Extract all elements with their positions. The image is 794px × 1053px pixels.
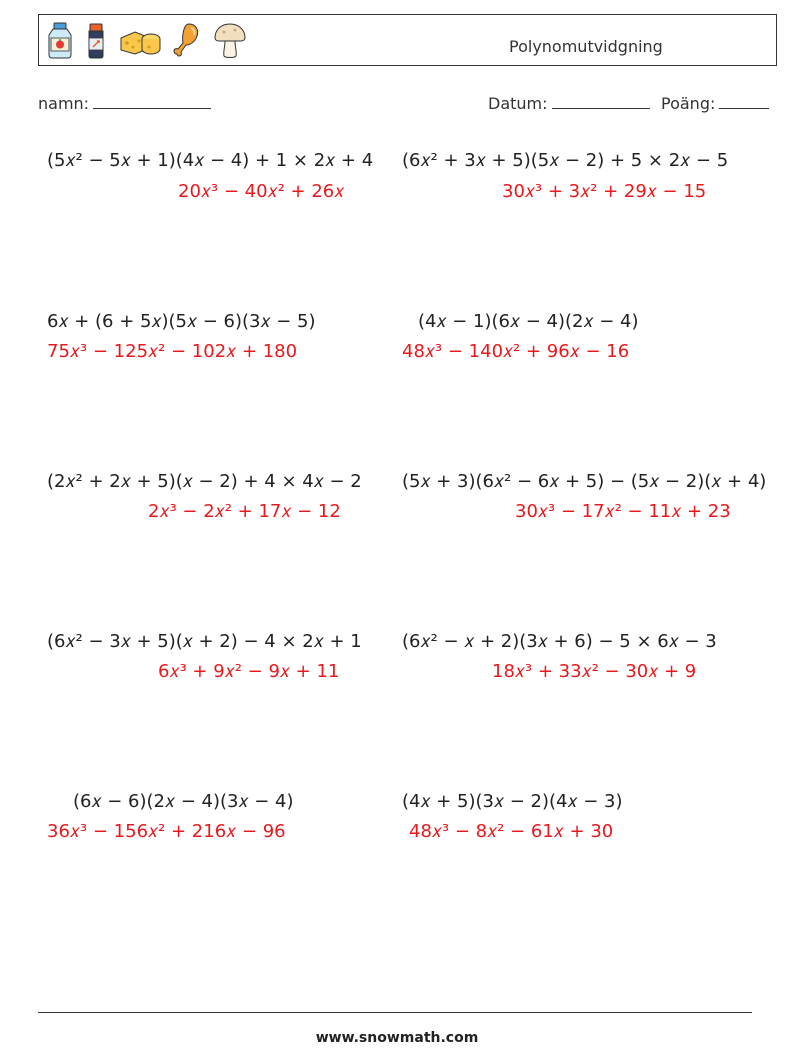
footer-url[interactable]: www.snowmath.com [315, 1030, 479, 1046]
problem-3-answer: 75𝑥³ − 125𝑥² − 102𝑥 + 180 [47, 341, 298, 362]
mushroom-icon [213, 22, 247, 60]
date-blank[interactable] [552, 94, 650, 109]
footer-divider [38, 1012, 752, 1013]
jam-jar-icon [47, 22, 73, 60]
problem-2-question: (6𝑥² + 3𝑥 + 5)(5𝑥 − 2) + 5 × 2𝑥 − 5 [402, 150, 729, 171]
problem-3-question: 6𝑥 + (6 + 5𝑥)(5𝑥 − 6)(3𝑥 − 5) [47, 311, 316, 332]
problem-1-answer: 20𝑥³ − 40𝑥² + 26𝑥 [178, 181, 345, 202]
problem-10-answer: 48𝑥³ − 8𝑥² − 61𝑥 + 30 [409, 821, 614, 842]
date-label: Datum: [488, 94, 548, 113]
page-title: Polynomutvidgning [509, 37, 663, 56]
problem-5-question: (2𝑥² + 2𝑥 + 5)(𝑥 − 2) + 4 × 4𝑥 − 2 [47, 471, 362, 492]
problem-2-answer: 30𝑥³ + 3𝑥² + 29𝑥 − 15 [502, 181, 707, 202]
name-label: namn: [38, 94, 90, 113]
score-blank[interactable] [719, 94, 769, 109]
problem-6-question: (5𝑥 + 3)(6𝑥² − 6𝑥 + 5) − (5𝑥 − 2)(𝑥 + 4) [402, 471, 767, 492]
date-field [488, 94, 650, 113]
problem-1-question: (5𝑥² − 5𝑥 + 1)(4𝑥 − 4) + 1 × 2𝑥 + 4 [47, 150, 374, 171]
problem-10-question: (4𝑥 + 5)(3𝑥 − 2)(4𝑥 − 3) [402, 791, 623, 812]
problem-5-answer: 2𝑥³ − 2𝑥² + 17𝑥 − 12 [148, 501, 341, 522]
worksheet-header [38, 14, 777, 66]
problem-7-answer: 6𝑥³ + 9𝑥² − 9𝑥 + 11 [158, 661, 340, 682]
problem-4-question: (4𝑥 − 1)(6𝑥 − 4)(2𝑥 − 4) [418, 311, 639, 332]
problem-9-answer: 36𝑥³ − 156𝑥² + 216𝑥 − 96 [47, 821, 286, 842]
cheese-icon [119, 26, 161, 56]
problem-7-question: (6𝑥² − 3𝑥 + 5)(𝑥 + 2) − 4 × 2𝑥 + 1 [47, 631, 362, 652]
header-icons [47, 21, 247, 61]
problem-8-question: (6𝑥² − 𝑥 + 2)(3𝑥 + 6) − 5 × 6𝑥 − 3 [402, 631, 717, 652]
problem-8-answer: 18𝑥³ + 33𝑥² − 30𝑥 + 9 [492, 661, 697, 682]
name-field [38, 94, 211, 113]
medicine-bottle-icon [85, 22, 107, 60]
problem-9-question: (6𝑥 − 6)(2𝑥 − 4)(3𝑥 − 4) [73, 791, 294, 812]
name-blank[interactable] [93, 94, 211, 109]
problem-4-answer: 48𝑥³ − 140𝑥² + 96𝑥 − 16 [402, 341, 630, 362]
score-field [661, 94, 769, 113]
problem-6-answer: 30𝑥³ − 17𝑥² − 11𝑥 + 23 [515, 501, 731, 522]
score-label: Poäng: [661, 94, 716, 113]
chicken-leg-icon [173, 22, 201, 60]
